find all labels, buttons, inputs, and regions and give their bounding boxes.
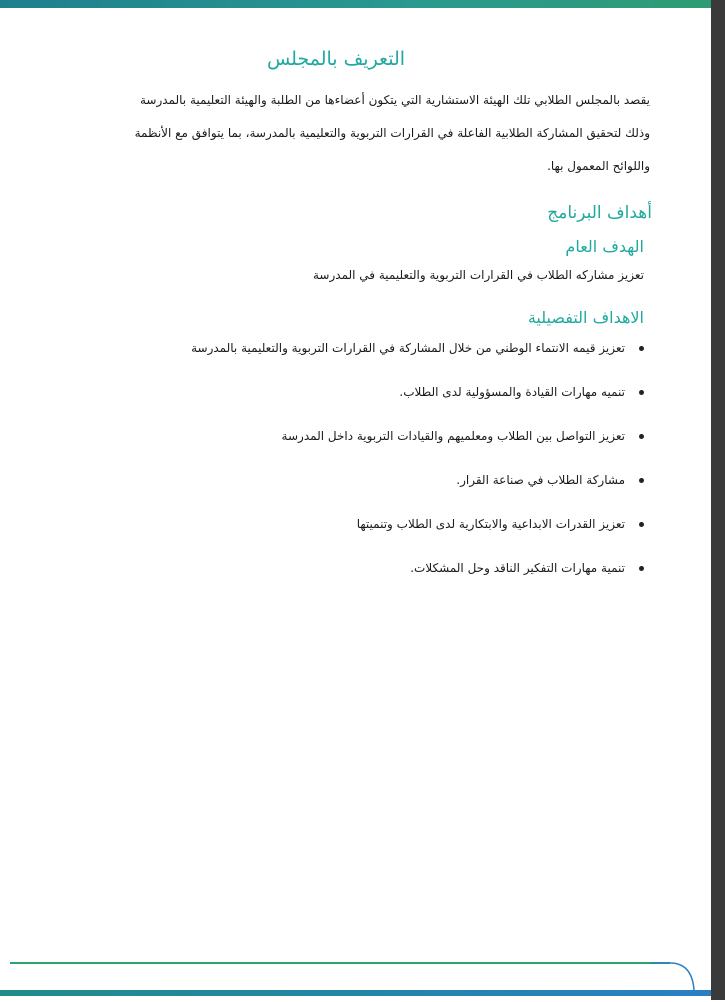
bullet-icon (639, 566, 644, 571)
council-definition-line-3: واللوائح المعمول بها. (547, 159, 650, 173)
top-accent-bar (0, 0, 711, 8)
bottom-accent-bar (0, 990, 711, 996)
list-item-text: مشاركة الطلاب في صناعة القرار. (456, 473, 625, 487)
list-item (60, 471, 652, 515)
footer-accent-line (10, 962, 670, 964)
viewer-edge (711, 0, 725, 1000)
general-goal-title: الهدف العام (565, 237, 644, 256)
list-item-text: تنميه مهارات القيادة والمسؤولية لدى الطلاب. (399, 385, 625, 399)
list-item (60, 515, 652, 559)
general-goal-text: تعزيز مشاركه الطلاب في القرارات التربوية والتعليمية في المدرسة (312, 268, 644, 282)
council-definition-line-1: يقصد بالمجلس الطلابي تلك الهيئة الاستشارية التي يتكون أعضاءها من الطلبة والهيئة التعليمية بالمدرسة (139, 93, 650, 107)
bullet-icon (639, 346, 644, 351)
list-item-text: تنمية مهارات التفكير الناقد وحل المشكلات. (410, 561, 625, 575)
list-item (60, 427, 652, 471)
bullet-icon (639, 478, 644, 483)
bullet-icon (639, 522, 644, 527)
bullet-icon (639, 434, 644, 439)
detailed-goals-title: الاهداف التفصيلية (527, 308, 644, 327)
list-item-text: تعزيز التواصل بين الطلاب ومعلميهم والقيادات التربوية داخل المدرسة (281, 429, 625, 443)
document-content (60, 48, 652, 603)
list-item (60, 383, 652, 427)
detailed-goals-list (60, 339, 652, 603)
council-definition-line-2: وذلك لتحقيق المشاركة الطلابية الفاعلة في القرارات التربوية والتعليمية بالمدرسة، بما يتوافق مع الأنظمة (134, 126, 650, 140)
footer-curve-decoration (650, 962, 710, 1002)
council-definition-title: التعريف بالمجلس (266, 48, 406, 70)
bullet-icon (639, 390, 644, 395)
program-goals-title: أهداف البرنامج (547, 203, 652, 223)
list-item (60, 559, 652, 603)
list-item (60, 339, 652, 383)
list-item-text: تعزيز القدرات الابداعية والابتكارية لدى الطلاب وتنميتها (356, 517, 625, 531)
list-item-text: تعزيز قيمه الانتماء الوطني من خلال المشاركة في القرارات التربوية والتعليمية بالمدرسة (191, 341, 625, 355)
